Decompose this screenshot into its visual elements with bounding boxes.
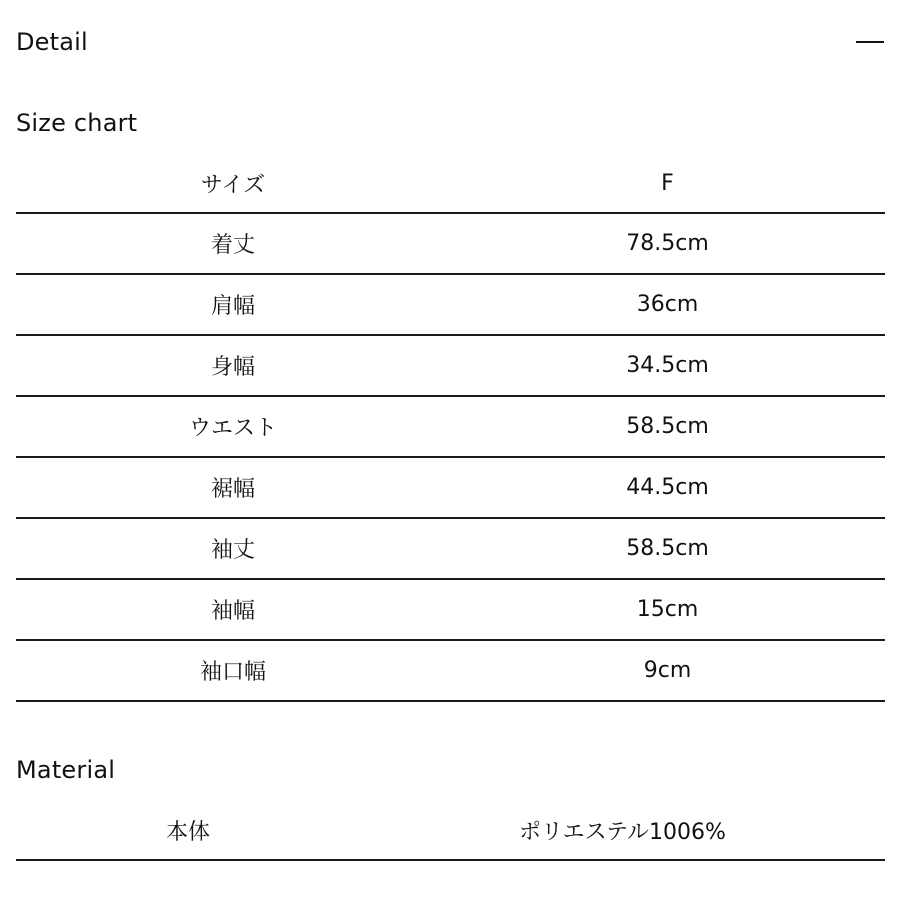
table-row (16, 641, 885, 702)
table-row (16, 275, 885, 336)
detail-header[interactable] (16, 22, 884, 62)
row-label: 肩幅 (210, 294, 255, 319)
row-label: 袖口幅 (199, 660, 266, 685)
table-row (16, 801, 885, 861)
row-value: 9cm (643, 658, 692, 683)
row-value: 36cm (636, 292, 699, 317)
row-label: ウエスト (188, 416, 277, 441)
table-row (16, 214, 885, 275)
material-table (16, 801, 885, 861)
row-label: 袖丈 (210, 538, 255, 563)
row-label: 身幅 (210, 355, 255, 380)
size-chart-table (16, 154, 885, 702)
size-column-header: サイズ (200, 172, 266, 198)
table-row (16, 519, 885, 580)
row-label: 袖幅 (210, 599, 255, 624)
row-value: ポリエステル1006% (519, 819, 726, 845)
material-title: Material (16, 756, 116, 784)
table-row (16, 458, 885, 519)
row-value: 58.5cm (626, 536, 709, 561)
row-label: 着丈 (210, 233, 255, 258)
row-value: 15cm (636, 597, 699, 622)
table-row (16, 397, 885, 458)
row-value: 78.5cm (626, 231, 709, 256)
row-value: 44.5cm (626, 475, 709, 500)
size-f-column-header: F (661, 170, 674, 196)
row-value: 34.5cm (626, 353, 709, 378)
detail-title: Detail (16, 28, 88, 56)
row-value: 58.5cm (626, 414, 709, 439)
size-chart-title: Size chart (16, 109, 138, 137)
size-chart-header-row (16, 154, 885, 214)
minus-icon[interactable] (856, 32, 884, 52)
table-row (16, 336, 885, 397)
table-row (16, 580, 885, 641)
row-label: 本体 (165, 819, 210, 845)
row-label: 裾幅 (210, 477, 255, 502)
